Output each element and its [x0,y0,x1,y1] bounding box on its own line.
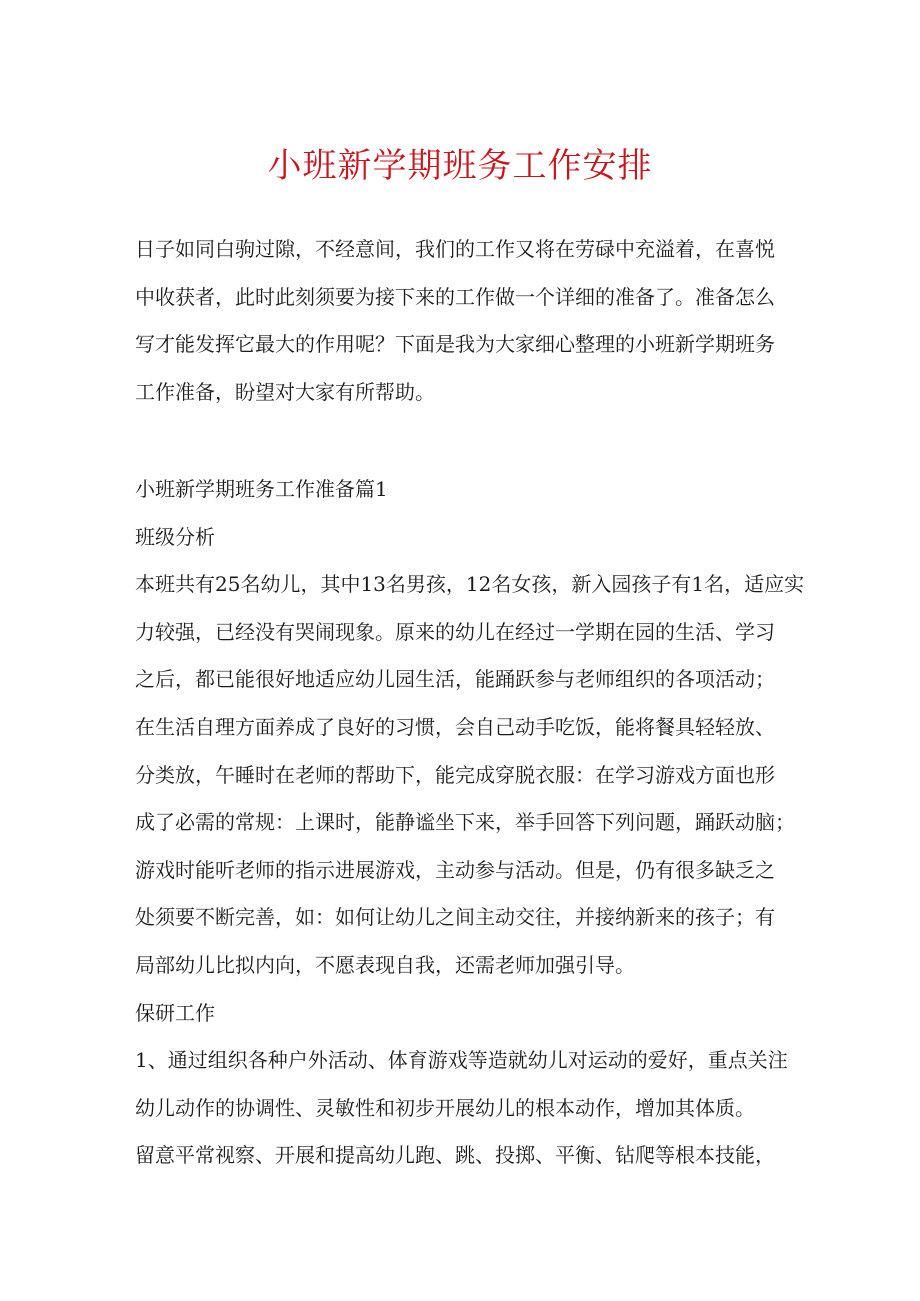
paragraph-line: 留意平常视察、开展和提高幼儿跑、跳、投掷、平衡、钻爬等根本技能， [135,1143,775,1168]
paragraph-line: 力较强，已经没有哭闹现象。原来的幼儿在经过一学期在园的生活、学习 [135,619,775,644]
intro-line: 日子如同白驹过隙，不经意间，我们的工作又将在劳碌中充溢着，在喜悦 [135,237,775,261]
paragraph-line: 分类放，午睡时在老师的帮助下，能完成穿脱衣服：在学习游戏方面也形 [135,762,775,787]
document-title: 小班新学期班务工作安排 [267,146,653,186]
sub-heading-care-work: 保研工作 [135,1000,215,1025]
paragraph-line: 成了必需的常规：上课时，能静谧坐下来，举手回答下列问题，踊跃动脑； [135,810,795,835]
class-analysis-paragraph [135,561,805,989]
intro-line: 工作准备，盼望对大家有所帮助。 [135,379,435,404]
paragraph-line: 幼儿动作的协调性、灵敏性和初步开展幼儿的根本动作，增加其体质。 [135,1095,755,1120]
paragraph-line: 之后，都已能很好地适应幼儿园生活，能踊跃参与老师组织的各项活动； [135,667,775,692]
paragraph-line: 1、通过组织各种户外活动、体育游戏等造就幼儿对运动的爱好，重点关注 [135,1048,788,1073]
paragraph-line: 处须要不断完善，如：如何让幼儿之间主动交往，并接纳新来的孩子；有 [135,905,775,930]
care-work-paragraph [135,1037,795,1180]
paragraph-line: 本班共有25名幼儿，其中13名男孩，12名女孩，新入园孩子有1名，适应实 [135,572,805,597]
intro-line: 写才能发挥它最大的作用呢？下面是我为大家细心整理的小班新学期班务 [135,332,775,357]
paragraph-line: 游戏时能听老师的指示进展游戏，主动参与活动。但是，仍有很多缺乏之 [135,857,775,882]
paragraph-line: 在生活自理方面养成了良好的习惯，会自己动手吃饭，能将餐具轻轻放、 [135,714,775,739]
intro-paragraph [135,226,795,416]
sub-heading-class-analysis: 班级分析 [135,524,215,549]
section-heading: 小班新学期班务工作准备篇1 [135,477,388,501]
document-body [135,466,805,1180]
paragraph-line: 局部幼儿比拟内向，不愿表现自我，还需老师加强引导。 [135,952,635,977]
intro-line: 中收获者，此时此刻须要为接下来的工作做一个详细的准备了。准备怎么 [135,284,775,309]
